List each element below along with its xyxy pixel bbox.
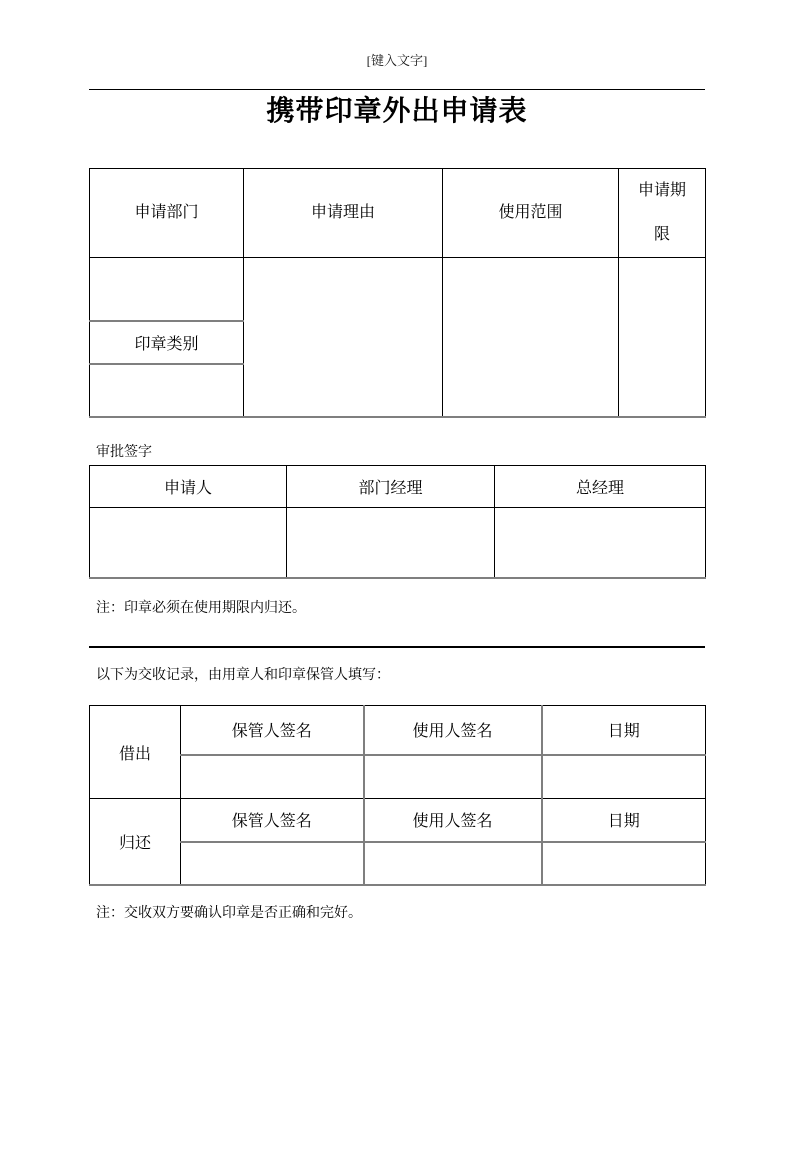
applicant-signature-cell[interactable] bbox=[90, 507, 287, 578]
dept-manager-signature-cell[interactable] bbox=[287, 507, 495, 578]
apply-department-input-cell[interactable] bbox=[90, 258, 244, 321]
return-user-signature-cell[interactable] bbox=[364, 842, 542, 885]
return-date-cell[interactable] bbox=[542, 842, 706, 885]
lend-keeper-signature-cell[interactable] bbox=[181, 755, 364, 799]
apply-header-scope: 使用范围 bbox=[443, 169, 619, 258]
return-row-label: 归还 bbox=[90, 799, 181, 885]
general-manager-signature-cell[interactable] bbox=[495, 507, 706, 578]
return-header-date: 日期 bbox=[542, 799, 706, 842]
apply-scope-input-cell[interactable] bbox=[443, 258, 619, 417]
approval-header-row bbox=[90, 465, 706, 507]
apply-header-reason: 申请理由 bbox=[244, 169, 443, 258]
return-header-keeper-signature: 保管人签名 bbox=[181, 799, 364, 842]
seal-category-label-cell: 印章类别 bbox=[90, 321, 244, 364]
page-content bbox=[89, 50, 705, 923]
approval-header-dept-manager: 部门经理 bbox=[287, 465, 495, 507]
lend-date-cell[interactable] bbox=[542, 755, 706, 799]
approval-header-general-manager: 总经理 bbox=[495, 465, 706, 507]
section-divider bbox=[89, 646, 705, 648]
apply-header-department: 申请部门 bbox=[90, 169, 244, 258]
apply-reason-input-cell[interactable] bbox=[244, 258, 443, 417]
handover-intro-text: 以下为交收记录，由用章人和印章保管人填写： bbox=[96, 668, 390, 683]
apply-table-row bbox=[90, 258, 706, 321]
lend-input-row bbox=[90, 755, 706, 799]
approval-header-applicant: 申请人 bbox=[90, 465, 287, 507]
lend-header-keeper-signature: 保管人签名 bbox=[181, 706, 364, 755]
header-rule bbox=[89, 89, 705, 90]
seal-category-input-cell[interactable] bbox=[90, 364, 244, 417]
approval-section-label: 审批签字 bbox=[96, 444, 152, 460]
confirm-note: 注：交收双方要确认印章是否正确和完好。 bbox=[96, 905, 362, 921]
apply-period-input-cell[interactable] bbox=[619, 258, 706, 417]
page-title: 携带印章外出申请表 bbox=[266, 96, 528, 127]
lend-header-row bbox=[90, 706, 706, 755]
return-note: 注：印章必须在使用期限内归还。 bbox=[96, 601, 306, 616]
return-header-user-signature: 使用人签名 bbox=[364, 799, 542, 842]
handover-table bbox=[89, 705, 706, 886]
return-input-row bbox=[90, 842, 706, 885]
approval-signature-row bbox=[90, 507, 706, 578]
apply-table bbox=[89, 168, 706, 418]
return-header-row bbox=[90, 799, 706, 842]
header-placeholder-text[interactable]: [键入文字] bbox=[366, 53, 428, 68]
lend-header-user-signature: 使用人签名 bbox=[364, 706, 542, 755]
approval-table bbox=[89, 465, 706, 580]
return-keeper-signature-cell[interactable] bbox=[181, 842, 364, 885]
lend-row-label: 借出 bbox=[90, 706, 181, 799]
apply-header-period: 申请期限 bbox=[619, 169, 706, 258]
lend-header-date: 日期 bbox=[542, 706, 706, 755]
apply-table-header-row bbox=[90, 169, 706, 258]
lend-user-signature-cell[interactable] bbox=[364, 755, 542, 799]
